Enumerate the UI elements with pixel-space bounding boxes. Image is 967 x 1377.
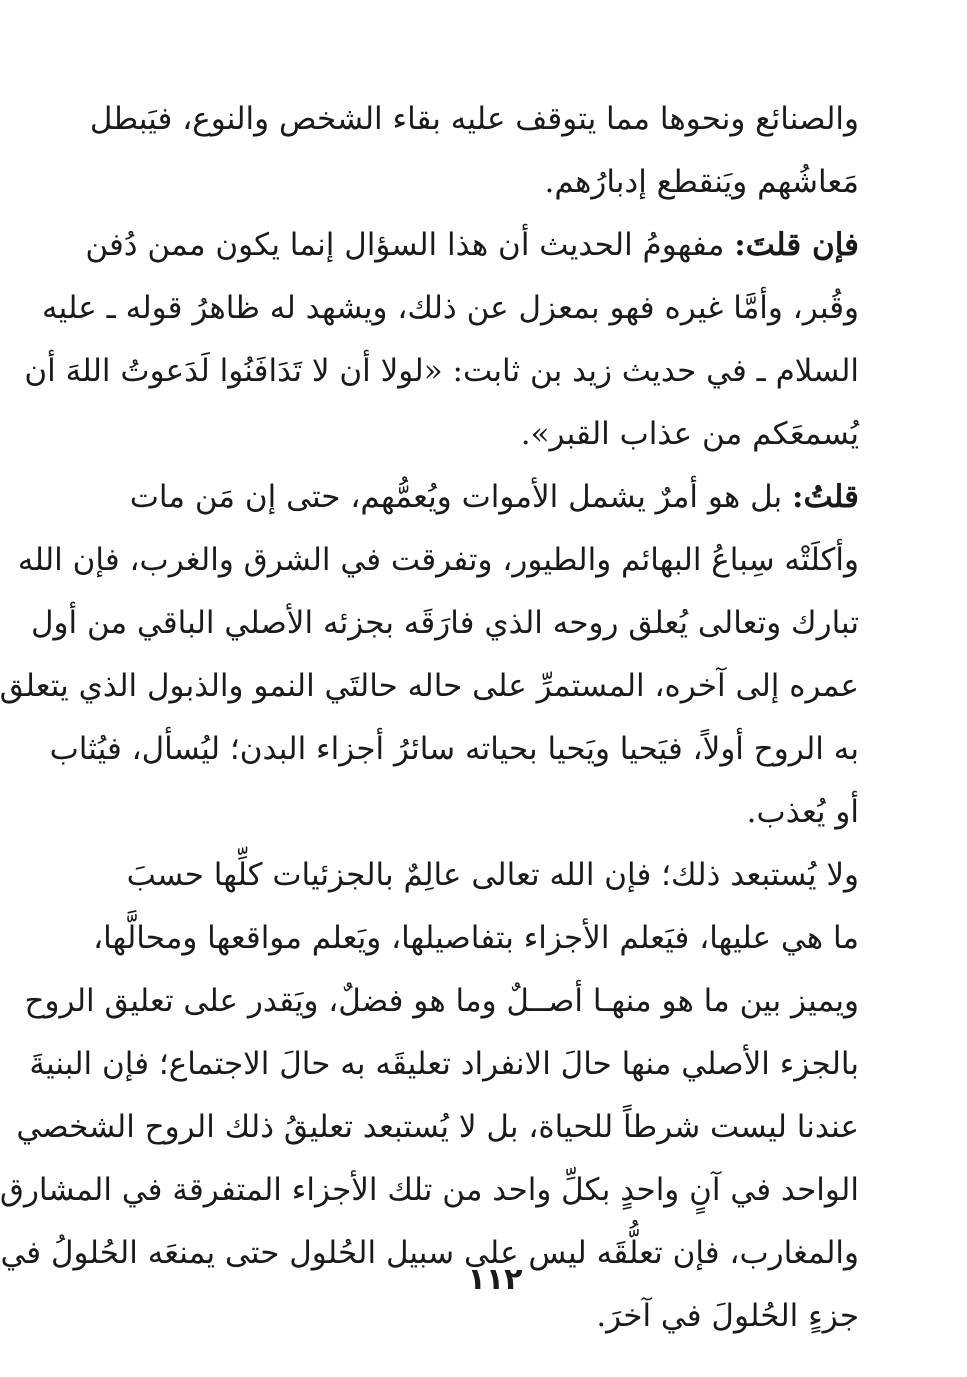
text-line: بالجزء الأصلي منها حالَ الانفراد تعليقَه به حالَ الاجتماع؛ فإن البنيةَ — [29, 1046, 859, 1082]
text-line: عندنا ليست شرطاً للحياة، بل لا يُستبعد تعليقُ ذلك الروح الشخصي — [16, 1109, 859, 1145]
text-line: تبارك وتعالى يُعلق روحه الذي فارَقَه بجزئه الأصلي الباقي من أول — [31, 605, 859, 641]
text-line: وأكلَتْه سِباعُ البهائم والطيور، وتفرقت في الشرق والغرب، فإن الله — [17, 542, 859, 578]
text-line: جزءٍ الحُلولَ في آخرَ. — [596, 1298, 859, 1334]
text-line — [129, 466, 859, 529]
text-line: والصنائع ونحوها مما يتوقف عليه بقاء الشخص والنوع، فيَبطل — [89, 101, 859, 137]
text-span: بل هو أمرٌ يشمل الأموات ويُعمُّهم، حتى إن مَن مات — [129, 479, 793, 515]
page-number: ١١٢ — [467, 1262, 523, 1297]
text-line: وقُبر، وأمَّا غيره فهو بمعزل عن ذلك، ويشهد له ظاهرُ قوله ـ عليه — [42, 290, 859, 326]
text-line: والمغارب، فإن تعلُّقَه ليس على سبيل الحُلول حتى يمنعَه الحُلولُ في — [0, 1235, 859, 1271]
text-line: ويميز بين ما هو منهـا أصــلٌ وما هو فضلٌ، ويَقدر على تعليق الروح — [24, 983, 859, 1019]
page-body — [0, 88, 859, 1348]
text-line: مَعاشُهم ويَنقطع إدبارُهم. — [544, 164, 859, 200]
paragraph-lead: فإن قلتَ: — [734, 227, 859, 263]
text-line: السلام ـ في حديث زيد بن ثابت: «لولا أن لا تَدَافَنُوا لَدَعوتُ اللهَ أن — [24, 353, 859, 389]
paragraph-lead: قلتُ: — [792, 479, 859, 515]
text-line: به الروح أولاً، فيَحيا ويَحيا بحياته سائرُ أجزاء البدن؛ ليُسأل، فيُثاب — [49, 731, 859, 767]
text-span: مفهومُ الحديث أن هذا السؤال إنما يكون ممن دُفن — [85, 227, 735, 263]
paragraph-2 — [24, 214, 859, 466]
paragraph-1 — [89, 88, 859, 214]
text-line — [85, 214, 859, 277]
text-line: عمره إلى آخره، المستمرِّ على حاله حالتَي النمو والذبول الذي يتعلق — [0, 668, 859, 704]
text-line: الواحد في آنٍ واحدٍ بكلِّ واحد من تلك الأجزاء المتفرقة في المشارق — [0, 1172, 859, 1208]
text-line: ولا يُستبعد ذلك؛ فإن الله تعالى عالِمٌ بالجزئيات كلِّها حسبَ — [126, 857, 859, 893]
paragraph-3 — [0, 466, 859, 844]
text-line: يُسمعَكم من عذاب القبر». — [520, 416, 859, 452]
text-line: أو يُعذب. — [746, 794, 859, 830]
text-line: ما هي عليها، فيَعلم الأجزاء بتفاصيلها، ويَعلم مواقعها ومحالَّها، — [93, 920, 859, 956]
